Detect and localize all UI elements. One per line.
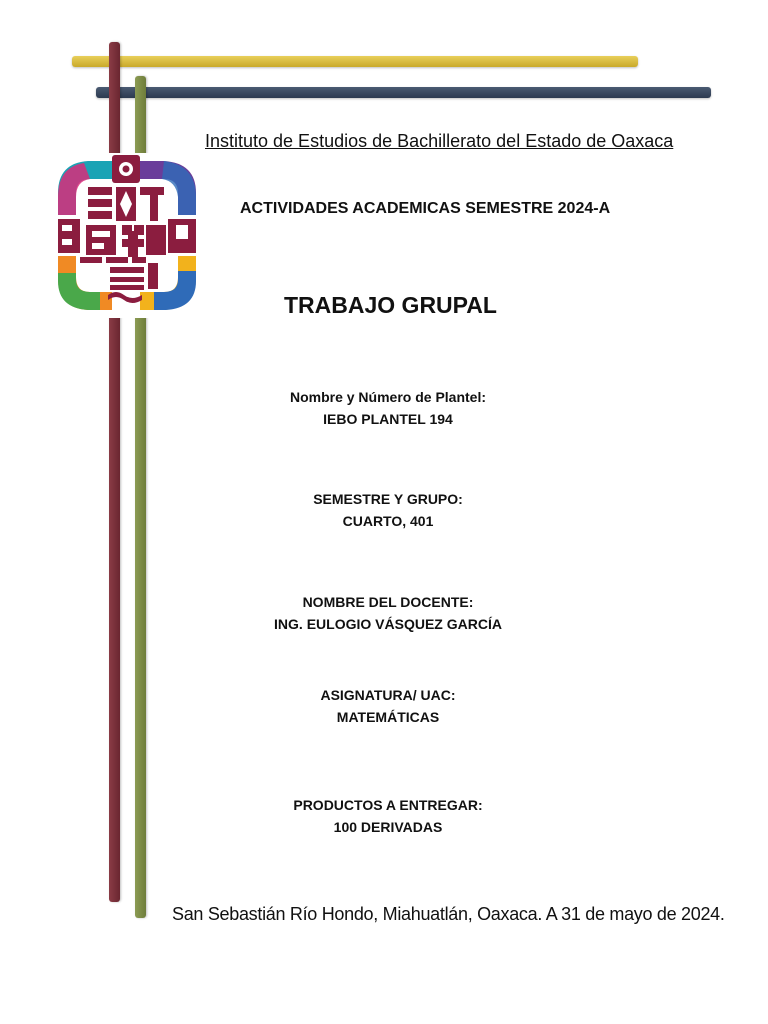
place-date-footer: San Sebastián Río Hondo, Miahuatlán, Oaxaca. A 31 de mayo de 2024.	[172, 904, 725, 924]
field-value: IEBO PLANTEL 194	[323, 411, 453, 427]
field-label: NOMBRE DEL DOCENTE:	[302, 594, 474, 610]
activities-heading: ACTIVIDADES ACADEMICAS SEMESTRE 2024-A	[240, 200, 611, 217]
field-campus	[200, 386, 576, 430]
field-value: CUARTO, 401	[342, 513, 434, 529]
yellow-horizontal-bar	[72, 56, 638, 67]
field-teacher	[200, 591, 576, 635]
field-deliverables	[200, 794, 576, 838]
field-value: MATEMÁTICAS	[336, 709, 440, 725]
field-label: Nombre y Número de Plantel:	[289, 389, 487, 405]
iebo-logo-svg	[50, 153, 202, 318]
institution-name: Instituto de Estudios de Bachillerato del Estado de Oaxaca	[205, 131, 674, 151]
field-label: PRODUCTOS A ENTREGAR:	[293, 797, 483, 813]
navy-horizontal-bar	[96, 87, 711, 98]
field-semester-group	[200, 488, 576, 532]
field-label: ASIGNATURA/ UAC:	[320, 687, 456, 703]
field-label: SEMESTRE Y GRUPO:	[313, 491, 463, 507]
field-value: 100 DERIVADAS	[333, 819, 443, 835]
field-subject	[200, 684, 576, 728]
iebo-logo-icon	[50, 153, 202, 318]
field-value: ING. EULOGIO VÁSQUEZ GARCÍA	[274, 616, 502, 632]
document-title: TRABAJO GRUPAL	[284, 292, 497, 318]
